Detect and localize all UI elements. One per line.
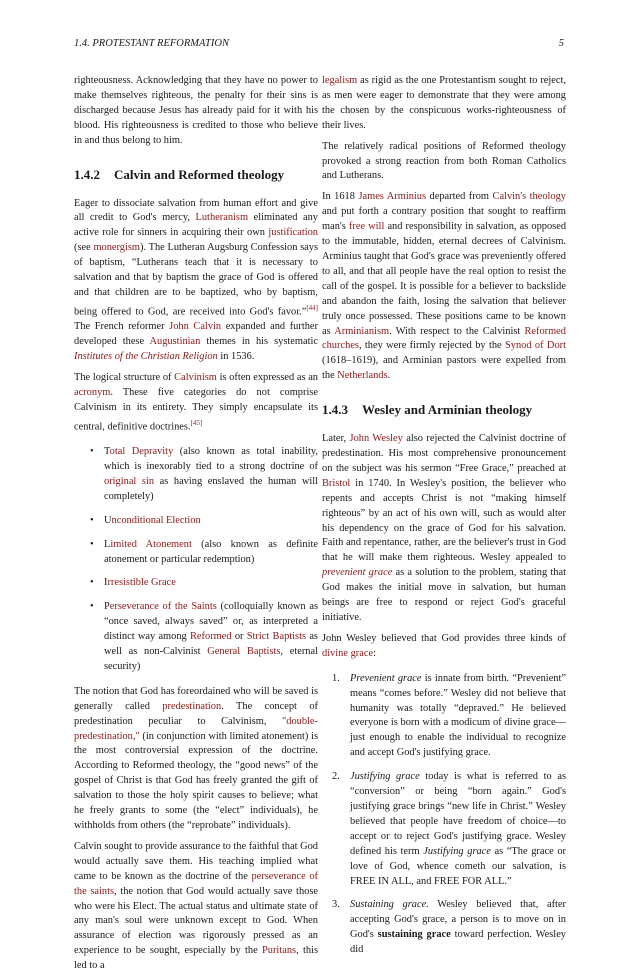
link-institutes[interactable]: Institutes of the Christian Religion	[74, 351, 218, 363]
paragraph: righteousness. Acknowledging that they have no power to make themselves righteous, the penalty for their sins is discharged because Jesus has already paid for it with his blood. His righteousness is credited to those who believe in and thus belong to him.	[74, 75, 318, 146]
link-john-wesley[interactable]: John Wesley	[349, 433, 403, 445]
tulip-list	[74, 445, 318, 675]
paragraph: John Wesley believed that God provides three kinds of divine grace:	[322, 632, 566, 659]
list-item: • Total Depravity (also known as total inability, which is inexorably tied to a strong doctrine of original sin as having enslaved the human will completely)	[90, 445, 318, 505]
paragraph: Calvin sought to provide assurance to the faithful that God would actually save them. His teaching implied what came to be known as the doctrine of the perseverance of the saints, the notion that God would actually save those who were his Elect. The actual status and ultimate state of any man's soul were unknown except to God. When assurance of election was rigorously pressed as an experience to be sought, especially by the Puritans, this led to a	[74, 840, 318, 972]
link-calvinism[interactable]: Calvinism	[174, 371, 217, 383]
link-puritans[interactable]: Puritans	[262, 945, 297, 957]
link-perseverance[interactable]: perseverance of the saints	[74, 870, 318, 897]
link-unconditional-election[interactable]: nconditional Election	[111, 514, 201, 526]
paragraph: The relatively radical positions of Reformed theology provoked a strong reaction from both Roman Catholics and Lutherans.	[322, 140, 566, 182]
link-double-predestination[interactable]: "double-predestination,"	[74, 715, 318, 742]
link-limited-atonement[interactable]: imited Atonement	[110, 538, 192, 550]
link-justification[interactable]: justification	[268, 227, 318, 239]
link-monergism[interactable]: monergism	[93, 242, 141, 254]
list-item: • Unconditional Election	[90, 514, 318, 529]
link-synod-of-dort[interactable]: Synod of Dort	[505, 340, 566, 352]
link-free-will[interactable]: free will	[348, 221, 385, 233]
list-item: • Limited Atonement (also known as definite atonement or particular redemption)	[90, 538, 318, 568]
section-heading: 1.4.3 Wesley and Arminian theology	[322, 402, 533, 418]
section-heading: 1.4.2 Calvin and Reformed theology	[74, 166, 285, 182]
section-title: 1.4. PROTESTANT REFORMATION	[74, 38, 229, 49]
link-james-arminius[interactable]: James Arminius	[358, 191, 427, 203]
list-item: 2. Justifying grace today is what is referred to as “conversion” or being “born again.” God's justifying grace brings “new life in Christ.” Wesley believed that people have freedom of choice—to accept or to reject God's justifying grace. Wesley defined his term Justifying grace as “The grace or love of God, whence cometh our salvation, is FREE IN ALL, and FREE FOR ALL.”	[332, 771, 566, 887]
list-item: • Perseverance of the Saints (colloquially known as “once saved, always saved” or, as interpreted a distinct way among Reformed or Strict Baptists as well as non-Calvinist General Baptists, eternal security)	[90, 600, 318, 675]
list-item: • Irresistible Grace	[90, 576, 318, 591]
grace-list	[322, 672, 566, 958]
link-irresistible-grace[interactable]: rresistible Grace	[107, 577, 176, 589]
link-general-baptists[interactable]: General Baptists	[207, 646, 281, 658]
citation-45[interactable]: [45]	[190, 418, 203, 427]
link-perseverance-saints[interactable]: erseverance of the Saints	[109, 601, 217, 613]
paragraph: In 1618 James Arminius departed from Calvin's theology and put forth a contrary position that sought to reaffirm man's free will and responsibility in salvation, as opposed to the immutable, hidden, eternal decrees of Calvinism. Arminius taught that God's grace was preveniently offered to all, and that all people have the real option to resist the call of the gospel. It is possible for a believer to backslide and abandon the faith, losing the salvation that believer truly once possessed. These positions came to be known as Arminianism. With respect to the Calvinist Reformed churches, they were firmly rejected by the Synod of Dort (1618–1619), and Arminian pastors were expelled from the Netherlands.	[322, 191, 567, 382]
link-original-sin[interactable]: original sin	[104, 475, 155, 487]
paragraph: Eager to dissociate salvation from human effort and give all credit to God's mercy, Lutheranism eliminated any active role for sinners in acquiring their own justification (see monergism). The Lutheran Augsburg Confession says of baptism, “Lutherans teach that it is necessary to salvation and that by baptism the grace of God is offered and that children are to be baptized, who by baptism, being offered to God, are received into God's favor.”[44] The French reformer John Calvin expanded and further developed these Augustinian themes in his systematic Institutes of the Christian Religion in 1536.	[74, 197, 318, 363]
link-reformed[interactable]: Reformed	[190, 631, 232, 643]
page-number: 5	[558, 38, 564, 49]
link-strict-baptists[interactable]: Strict Baptists	[246, 631, 307, 643]
paragraph: The logical structure of Calvinism is often expressed as an acronym. These five categories do not comprise Calvinism in its entirety. They simply encapsulate its central, definitive doctrines.[45]	[74, 371, 318, 433]
link-augustinian[interactable]: Augustinian	[149, 336, 201, 348]
link-netherlands[interactable]: Netherlands	[337, 370, 388, 382]
left-column	[74, 74, 318, 980]
paragraph: The notion that God has foreordained who will be saved is generally called predestination. The concept of predestination peculiar to Calvinism, "double-predestination," (in conjunction with limited atonement) is the most controversial expression of the doctrine. According to Reformed theology, the “good news” of the gospel of Christ is that God has freely granted the gift of salvation to those the holy spirit causes to believe; what he freely grants to some (the “elect” individuals), he withholds from others (the “reprobate” individuals).	[74, 685, 318, 831]
link-arminianism[interactable]: Arminianism	[334, 325, 390, 337]
list-item: 3. Sustaining grace. Wesley believed that, after accepting God's grace, a person is to move on in God's sustaining grace toward perfection. Wesley did	[332, 899, 566, 956]
citation-44[interactable]: [44]	[306, 303, 318, 312]
link-john-calvin[interactable]: John Calvin	[169, 321, 222, 333]
paragraph: Later, John Wesley also rejected the Calvinist doctrine of predestination. His most comprehensive pronouncement on the subject was his sermon “Free Grace,” preached at Bristol in 1740. In Wesley's position, the believer who repents and accepts Christ is not “making himself righteous” by an act of his own will, such as would alter his dependency on the grace of God for his salvation. Faith and repentance, rather, are the believer's trust in God that he will make them righteous. Wesley appealed to prevenient grace as a solution to the problem, stating that God makes the initial move in salvation, but human beings are free to respond or reject God's graceful initiative.	[322, 433, 566, 623]
link-predestination[interactable]: predestination	[162, 700, 222, 712]
link-acronym[interactable]: acronym	[74, 386, 111, 398]
link-calvins-theology[interactable]: Calvin's theology	[492, 191, 567, 203]
running-header	[74, 38, 564, 49]
list-item: 1. Prevenient grace is innate from birth. “Prevenient” means “comes before.” Wesley did not believe that humanity was totally “depraved.” He believed everyone is born with a modicum of divine grace—just enough to enable the individual to recognize and accept God's justifying grace.	[332, 672, 566, 759]
link-reformed-churches[interactable]: Reformed churches	[322, 325, 566, 352]
link-divine-grace[interactable]: divine grace	[322, 647, 374, 659]
link-prevenient-grace[interactable]: prevenient grace	[322, 567, 393, 579]
link-total-depravity[interactable]: otal Depravity	[109, 446, 174, 458]
link-bristol[interactable]: Bristol	[322, 477, 351, 489]
link-lutheranism[interactable]: Lutheranism	[195, 212, 249, 224]
link-legalism[interactable]: legalism	[322, 75, 358, 86]
right-column	[322, 74, 566, 967]
paragraph: legalism as rigid as the one Protestantism sought to reject, as men were eager to demonstrate that they were among the chosen by the conspicuous works-righteousness of their lives.	[322, 75, 566, 131]
